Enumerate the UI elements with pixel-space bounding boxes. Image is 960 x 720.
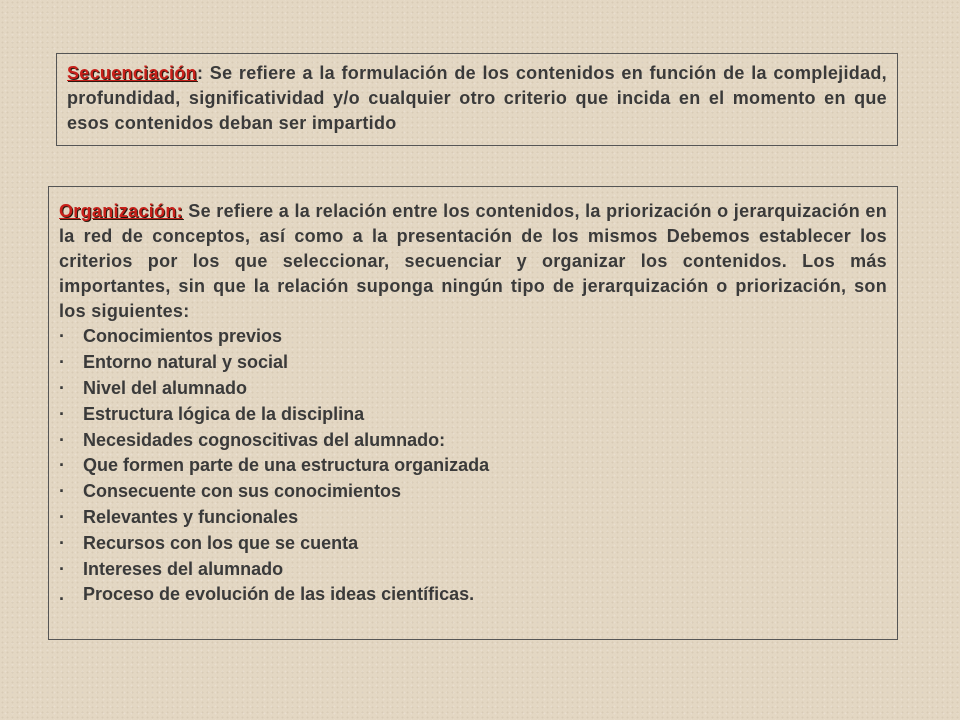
list-bullet: · — [59, 403, 65, 424]
list-item — [59, 401, 887, 427]
list-item-text: Que formen parte de una estructura organizada — [83, 455, 490, 476]
list-item-text: Proceso de evolución de las ideas científicas. — [83, 584, 475, 605]
secuenciacion-paragraph — [67, 61, 887, 136]
list-item — [59, 582, 887, 608]
list-item — [59, 427, 887, 453]
organizacion-box — [48, 186, 898, 640]
list-item — [59, 530, 887, 556]
list-item — [59, 453, 887, 479]
secuenciacion-text: : Se refiere a la formulación de los contenidos en función de la complejidad, profundidad, significatividad y/o cualquier otro criterio que incida en el momento en que esos contenidos deban ser impartido — [67, 63, 887, 133]
list-item-text: Recursos con los que se cuenta — [83, 532, 359, 553]
organizacion-paragraph — [59, 199, 887, 324]
list-item-text: Entorno natural y social — [83, 352, 289, 373]
list-item — [59, 505, 887, 531]
list-item-text: Estructura lógica de la disciplina — [83, 403, 365, 424]
organizacion-term: Organización: — [59, 201, 183, 221]
list-item-text: Consecuente con sus conocimientos — [83, 481, 402, 502]
criteria-list — [59, 324, 887, 608]
list-bullet: · — [59, 352, 65, 373]
list-bullet: · — [59, 558, 65, 579]
list-item-text: Intereses del alumnado — [83, 558, 284, 579]
list-item-text: Relevantes y funcionales — [83, 506, 299, 527]
list-item — [59, 350, 887, 376]
list-bullet: · — [59, 506, 65, 527]
list-item — [59, 479, 887, 505]
secuenciacion-term: Secuenciación — [67, 63, 197, 83]
list-item-text: Conocimientos previos — [83, 326, 283, 347]
list-bullet: · — [59, 326, 65, 347]
list-item — [59, 324, 887, 350]
list-bullet: · — [59, 429, 65, 450]
organizacion-text: Se refiere a la relación entre los contenidos, la priorización o jerarquización en la red de conceptos, así como a la presentación de los mismos Debemos establecer los criterios por los que seleccionar, secuenciar y organizar los contenidos. Los más importantes, sin que la relación suponga ningún tipo de jerarquización o priorización, son los siguientes: — [59, 201, 887, 321]
list-item — [59, 556, 887, 582]
list-bullet: . — [59, 584, 65, 605]
list-bullet: · — [59, 377, 65, 398]
list-item-text: Nivel del alumnado — [83, 377, 248, 398]
list-bullet: · — [59, 481, 65, 502]
list-item — [59, 376, 887, 402]
secuenciacion-box — [56, 53, 898, 146]
list-bullet: · — [59, 455, 65, 476]
list-item-text: Necesidades cognoscitivas del alumnado: — [83, 429, 446, 450]
list-bullet: · — [59, 532, 65, 553]
